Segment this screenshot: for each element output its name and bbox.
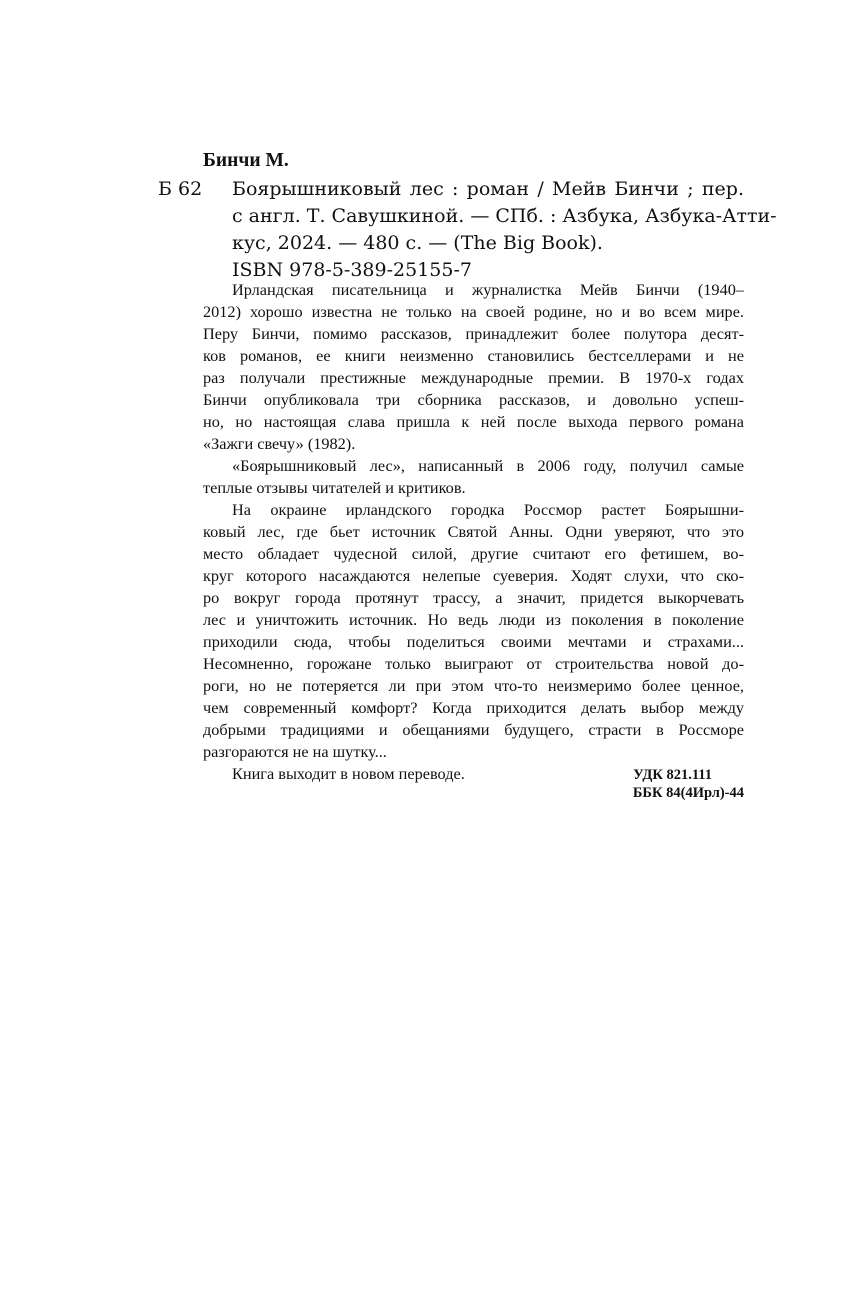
annotation-line: Несомненно, горожане только выиграют от строительства новой до-	[203, 654, 744, 673]
annotation-line: чем современный комфорт? Когда приходится делать выбор между	[203, 698, 744, 717]
bib-line: с англ. Т. Савушкиной. — СПб. : Азбука, Азбука-Атти-	[232, 205, 777, 227]
annotation-line: Бинчи опубликовала три сборника рассказов, и довольно успеш-	[203, 390, 744, 409]
annotation-line: Ирландская писательница и журналистка Мейв Бинчи (1940–	[232, 280, 744, 299]
bib-line: Боярышниковый лес : роман / Мейв Бинчи ; пер.	[232, 178, 744, 200]
annotation-line: ковый лес, где бьет источник Святой Анны. Одни уверяют, что это	[203, 522, 744, 541]
annotation-line: ро вокруг города протянут трассу, а значит, придется выкорчевать	[203, 588, 744, 607]
annotation-line: круг которого насаждаются нелепые суеверия. Ходят слухи, что ско-	[203, 566, 744, 585]
annotation-line: разгораются не на шутку...	[203, 742, 387, 761]
annotation-line: место обладает чудесной силой, другие считают его фетишем, во-	[203, 544, 744, 563]
annotation-line: приходили сюда, чтобы поделиться своими мечтами и страхами...	[203, 632, 744, 651]
annotation-line: Книга выходит в новом переводе.	[232, 764, 465, 783]
annotation-line: раз получали престижные международные премии. В 1970-х годах	[203, 368, 744, 387]
annotation-line: роги, но не потеряется ли при этом что-то неизмеримо более ценное,	[203, 676, 744, 695]
annotation-line: Перу Бинчи, помимо рассказов, принадлежит более полутора десят-	[203, 324, 744, 343]
catalog-code: Б 62	[158, 178, 203, 200]
bib-line: кус, 2024. — 480 с. — (The Big Book).	[232, 232, 603, 254]
annotation-line: «Зажги свечу» (1982).	[203, 434, 356, 453]
annotation-line: «Боярышниковый лес», написанный в 2006 году, получил самые	[232, 456, 744, 475]
annotation-line: лес и уничтожить источник. Но ведь люди из поколения в поколение	[203, 610, 744, 629]
annotation-line: но, но настоящая слава пришла к ней после выхода первого романа	[203, 412, 744, 431]
udk-code: УДК 821.111	[633, 767, 712, 783]
annotation-line: На окраине ирландского городка Россмор растет Боярышни-	[232, 500, 744, 519]
annotation-line: теплые отзывы читателей и критиков.	[203, 478, 466, 497]
annotation-line: 2012) хорошо известна не только на своей родине, но и во всем мире.	[203, 302, 744, 321]
bbk-code: ББК 84(4Ирл)-44	[632, 785, 744, 801]
isbn: ISBN 978-5-389-25155-7	[232, 259, 472, 281]
annotation-line: ков романов, ее книги неизменно становились бестселлерами и не	[203, 346, 744, 365]
annotation-line: добрыми традициями и обещаниями будущего, страсти в Россморе	[203, 720, 744, 739]
author-name: Бинчи М.	[203, 150, 289, 171]
